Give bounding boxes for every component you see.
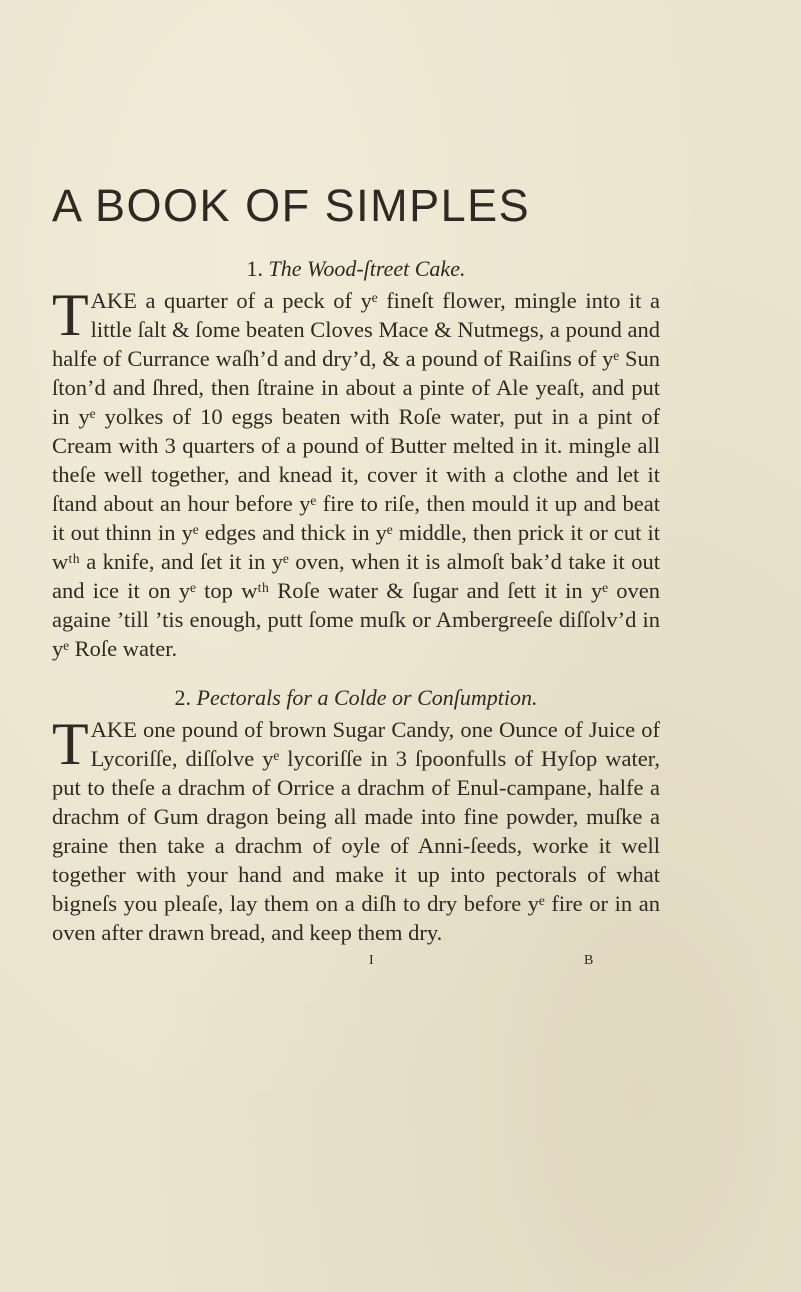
book-title: A BOOK OF SIMPLES xyxy=(52,180,531,231)
recipe-2 xyxy=(52,685,660,947)
recipe-title: Pectorals for a Colde or Conſumption. xyxy=(196,685,538,710)
recipe-number: 1. xyxy=(246,256,264,281)
recipe-text: AKE one pound of brown Sugar Candy, one Ounce of Juice of Lycoriſſe, diſſolve yᵉ lycoriſſe in 3 ſpoonfulls of Hyſop water, put to theſe a drachm of Orrice a drachm of Enul-campane, halfe a drachm of Gum dragon being all made into fine powder, muſke a graine then take a drachm of oyle of Anni-ſeeds, worke it well together with your hand and make it up into pectorals of what bigneſs you pleaſe, lay them on a diſh to dry before yᵉ fire or in an oven after drawn bread, and keep them dry. xyxy=(52,717,660,945)
recipe-heading xyxy=(52,256,660,282)
recipe-body xyxy=(52,282,660,663)
recipe-number: 2. xyxy=(174,685,191,710)
recipe-1 xyxy=(52,256,660,663)
signature-right: B xyxy=(584,953,594,968)
signature-left: I xyxy=(369,953,374,968)
page-footer xyxy=(52,953,660,977)
book-page xyxy=(52,180,660,977)
recipe-body xyxy=(52,711,660,947)
drop-cap: T xyxy=(52,711,89,777)
drop-cap: T xyxy=(52,282,89,348)
recipe-title: The Wood-ſtreet Cake. xyxy=(268,256,466,281)
recipe-text: AKE a quarter of a peck of yᵉ fineſt flower, mingle into it a little ſalt & ſome beaten Cloves Mace & Nutmegs, a pound and halfe of Currance waſh’d and dry’d, & a pound of Raiſins of yᵉ Sun ſton’d and ſhred, then ſtraine in about a pinte of Ale yeaſt, and put in yᵉ yolkes of 10 eggs beaten with Roſe water, put in a pint of Cream with 3 quarters of a pound of Butter melted in it. mingle all theſe well together, and knead it, cover it with a clothe and let it ſtand about an hour before yᵉ fire to riſe, then mould it up and beat it out thinn in yᵉ edges and thick in yᵉ middle, then prick it or cut it wᵗʰ a knife, and ſet it in yᵉ oven, when it is almoſt bak’d take it out and ice it on yᵉ top wᵗʰ Roſe water & ſugar and ſett it in yᵉ oven againe ’till ’tis enough, putt ſome muſk or Ambergreeſe diſſolv’d in yᵉ Roſe water. xyxy=(52,288,660,661)
recipe-heading xyxy=(52,685,660,711)
